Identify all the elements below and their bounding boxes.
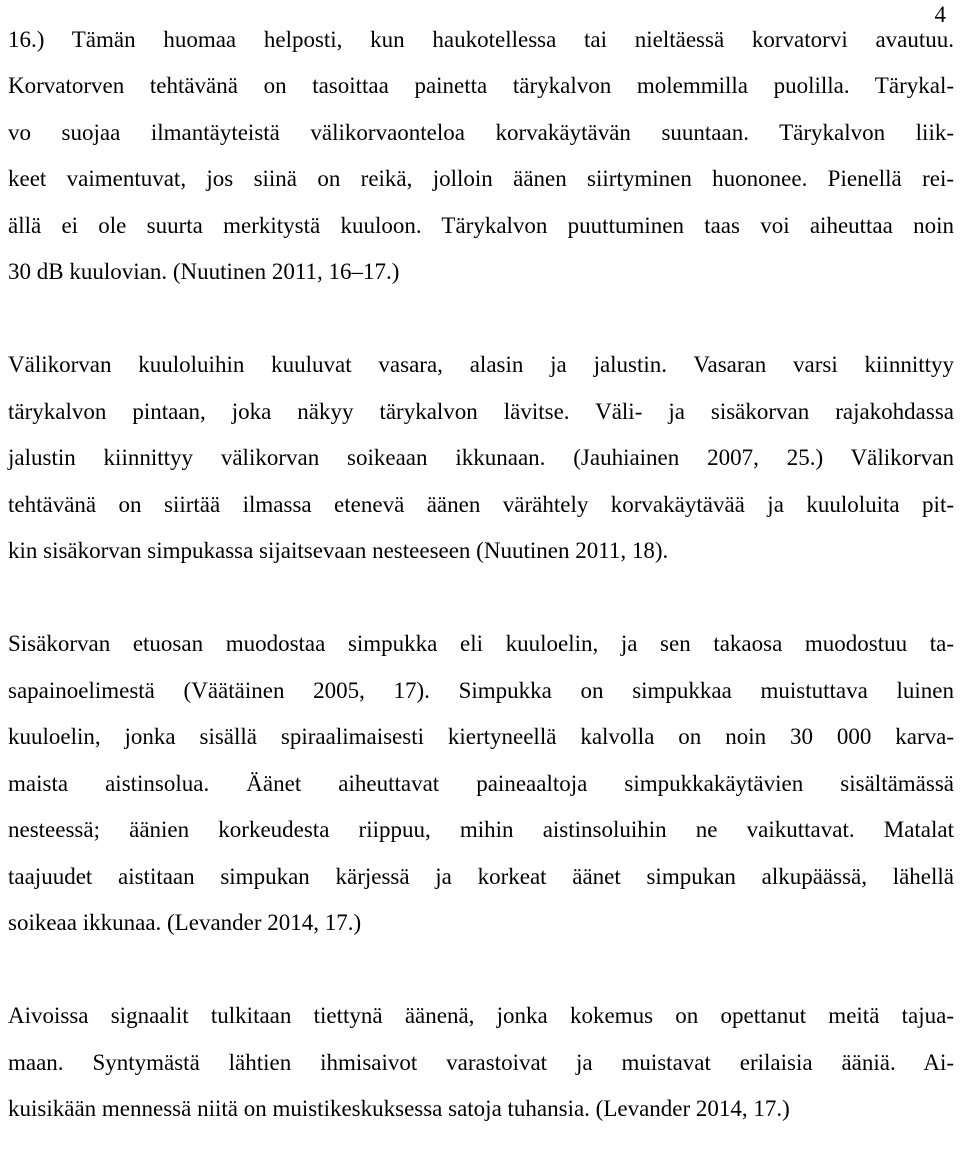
paragraph-gap [8,574,954,621]
text-line: ällä ei ole suurta merkitystä kuuloon. Tärykalvon puuttuminen taas voi aiheuttaa noin [8,212,954,238]
text-line: 30 dB kuulovian. (Nuutinen 2011, 16–17.) [8,259,400,285]
text-line: kuuloelin, jonka sisällä spiraalimaisesti kiertyneellä kalvolla on noin 30 000 karva- [8,724,954,750]
text-line: Korvatorven tehtävänä on tasoittaa painetta tärykalvon molemmilla puolilla. Tärykal- [8,73,954,99]
text-line: Välikorvan kuuloluihin kuuluvat vasara, alasin ja jalustin. Vasaran varsi kiinnittyy [8,352,954,378]
text-line: keet vaimentuvat, jos siinä on reikä, jolloin äänen siirtyminen huononee. Pienellä rei- [8,166,954,192]
paragraph-eardrum [8,17,954,295]
text-line: maista aistinsolua. Äänet aiheuttavat paineaaltoja simpukkakäytävien sisältämässä [8,770,954,796]
paragraph-inner-ear [8,621,954,946]
document-body [8,17,954,1133]
text-line: vo suojaa ilmantäyteistä välikorvaonteloa korvakäytävän suuntaan. Tärykalvon liik- [8,119,954,145]
paragraph-middle-ear [8,342,954,574]
page-number: 4 [934,2,946,27]
text-line: kin sisäkorvan simpukassa sijaitsevaan nesteeseen (Nuutinen 2011, 18). [8,538,669,564]
paragraph-brain [8,993,954,1132]
text-line: taajuudet aistitaan simpukan kärjessä ja korkeat äänet simpukan alkupäässä, lähellä [8,863,954,889]
text-line: tehtävänä on siirtää ilmassa etenevä äänen värähtely korvakäytävää ja kuuloluita pit- [8,491,954,517]
paragraph-gap [8,946,954,993]
text-line: tärykalvon pintaan, joka näkyy tärykalvon lävitse. Väli- ja sisäkorvan rajakohdassa [8,398,954,424]
text-line: sapainoelimestä (Väätäinen 2005, 17). Simpukka on simpukkaa muistuttava luinen [8,677,954,703]
text-line: kuisikään mennessä niitä on muistikeskuksessa satoja tuhansia. (Levander 2014, 17.) [8,1096,790,1122]
text-line: soikeaa ikkunaa. (Levander 2014, 17.) [8,909,362,935]
text-line: Aivoissa signaalit tulkitaan tiettynä äänenä, jonka kokemus on opettanut meitä tajua- [8,1003,954,1029]
text-line: nesteessä; äänien korkeudesta riippuu, mihin aistinsoluihin ne vaikuttavat. Matalat [8,817,954,843]
paragraph-gap [8,295,954,342]
text-line: Sisäkorvan etuosan muodostaa simpukka eli kuuloelin, ja sen takaosa muodostuu ta- [8,631,954,657]
text-line: 16.) Tämän huomaa helposti, kun haukotellessa tai nieltäessä korvatorvi avautuu. [8,27,954,52]
text-line: jalustin kiinnittyy välikorvan soikeaan ikkunaan. (Jauhiainen 2007, 25.) Välikorvan [8,445,954,471]
text-line: maan. Syntymästä lähtien ihmisaivot varastoivat ja muistavat erilaisia ääniä. Ai- [8,1049,954,1075]
